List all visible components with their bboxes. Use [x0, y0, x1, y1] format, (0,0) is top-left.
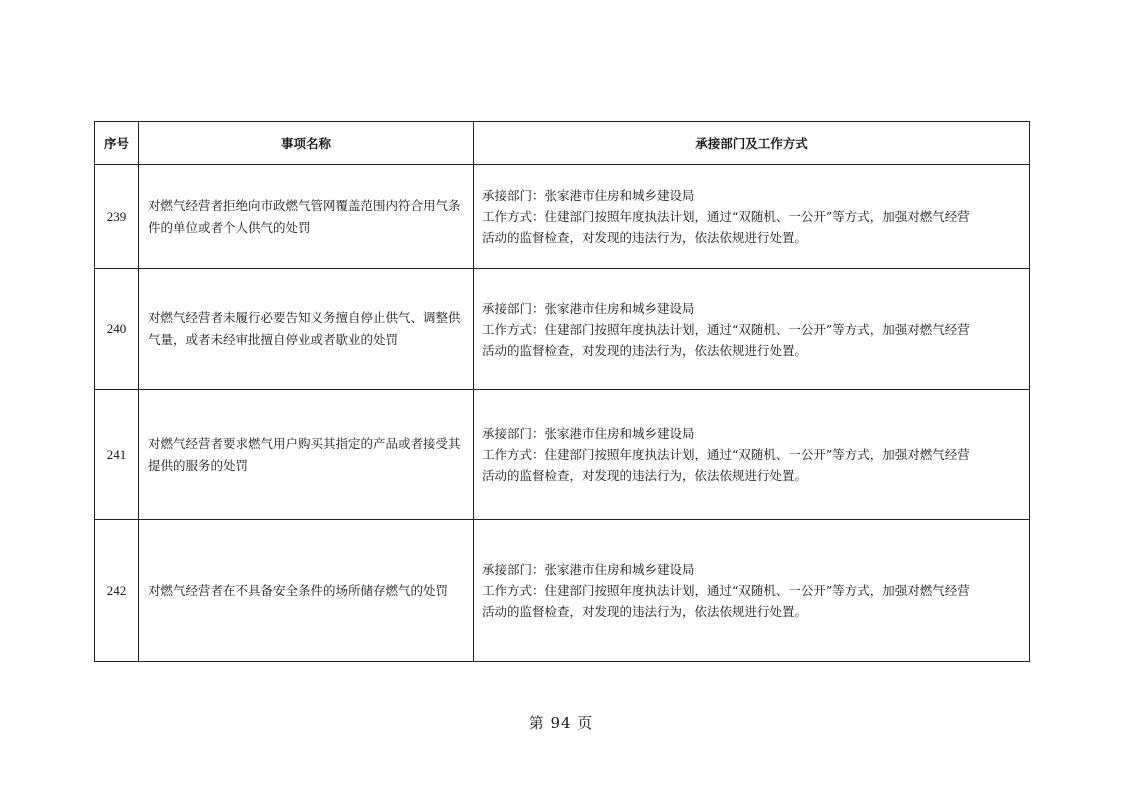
row-item-name: 对燃气经营者在不具备安全条件的场所储存燃气的处罚 [139, 520, 474, 662]
table-row [95, 390, 1030, 520]
method-line-cont: 活动的监督检查，对发现的违法行为，依法依规进行处置。 [482, 604, 808, 619]
dept-line: 承接部门：张家港市住房和城乡建设局 [482, 426, 695, 441]
row-dept-cell [474, 390, 1030, 520]
page-number: 第 94 页 [528, 714, 594, 732]
row-dept-cell [474, 165, 1030, 269]
method-line: 工作方式：住建部门按照年度执法计划，通过“双随机、一公开”等方式，加强对燃气经营 [482, 209, 970, 224]
dept-line: 承接部门：张家港市住房和城乡建设局 [482, 188, 695, 203]
header-name: 事项名称 [139, 122, 474, 165]
method-line-cont: 活动的监督检查，对发现的违法行为，依法依规进行处置。 [482, 342, 808, 358]
method-line: 工作方式：住建部门按照年度执法计划，通过“双随机、一公开”等方式，加强对燃气经营 [482, 321, 970, 337]
row-item-name: 对燃气经营者拒绝向市政燃气管网覆盖范围内符合用气条件的单位或者个人供气的处罚 [139, 165, 474, 269]
row-seq: 241 [95, 390, 139, 520]
method-line: 工作方式：住建部门按照年度执法计划，通过“双随机、一公开”等方式，加强对燃气经营 [482, 447, 970, 462]
table-row [95, 520, 1030, 662]
row-item-name: 对燃气经营者未履行必要告知义务擅自停止供气、调整供气量，或者未经审批擅自停业或者歇业的处罚 [139, 269, 474, 390]
dept-line: 承接部门：张家港市住房和城乡建设局 [482, 300, 695, 316]
header-dept: 承接部门及工作方式 [474, 122, 1030, 165]
header-seq: 序号 [95, 122, 139, 165]
method-line-cont: 活动的监督检查，对发现的违法行为，依法依规进行处置。 [482, 468, 808, 483]
method-line: 工作方式：住建部门按照年度执法计划，通过“双随机、一公开”等方式，加强对燃气经营 [482, 583, 970, 598]
header-row [95, 122, 1030, 165]
method-line-cont: 活动的监督检查，对发现的违法行为，依法依规进行处置。 [482, 230, 808, 245]
table-row [95, 165, 1030, 269]
table-row [95, 269, 1030, 390]
row-seq: 240 [95, 269, 139, 390]
row-seq: 239 [95, 165, 139, 269]
row-seq: 242 [95, 520, 139, 662]
row-item-name: 对燃气经营者要求燃气用户购买其指定的产品或者接受其提供的服务的处罚 [139, 390, 474, 520]
row-dept-cell [474, 269, 1030, 390]
row-dept-cell [474, 520, 1030, 662]
items-table [94, 121, 1030, 662]
table-body [95, 165, 1030, 662]
dept-line: 承接部门：张家港市住房和城乡建设局 [482, 562, 695, 577]
table-header [95, 122, 1030, 165]
